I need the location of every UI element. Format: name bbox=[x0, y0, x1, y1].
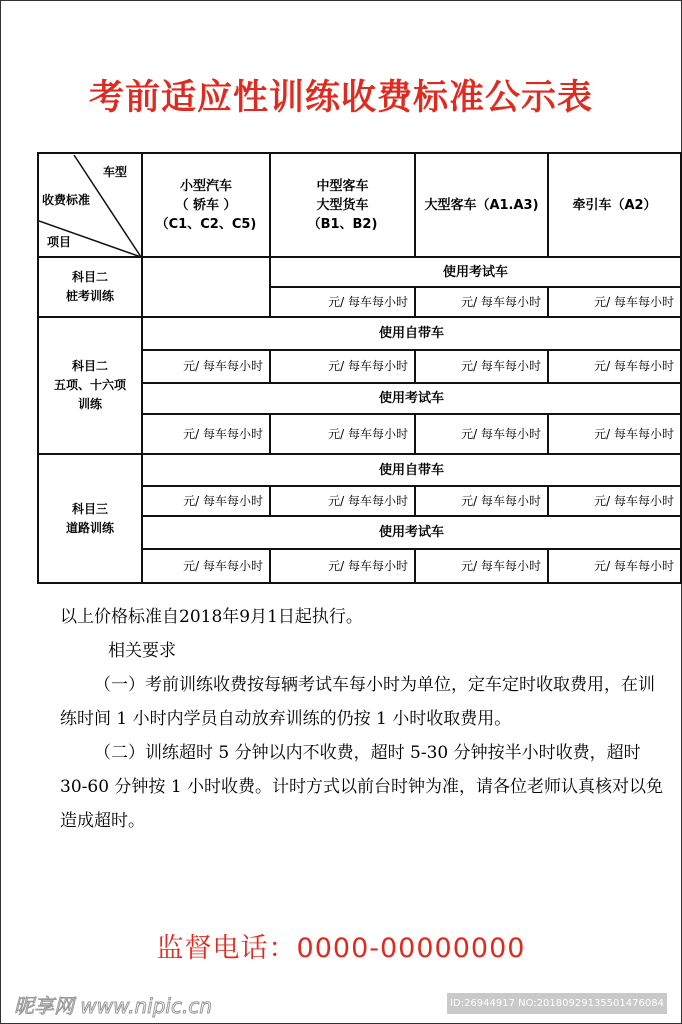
price-cell: 元/ 每车每小时 bbox=[270, 414, 415, 454]
price-cell: 元/ 每车每小时 bbox=[142, 350, 270, 383]
requirements-heading: 相关要求 bbox=[108, 641, 176, 661]
price-cell: 元/ 每车每小时 bbox=[415, 549, 548, 583]
price-cell: 元/ 每车每小时 bbox=[415, 486, 548, 516]
price-cell: 元/ 每车每小时 bbox=[270, 549, 415, 583]
requirement-2: （二）训练超时 5 分钟以内不收费，超时 5-30 分钟按半小时收费，超时 30-60 分钟按 1 小时收费。计时方式以前台时钟为准，请各位老师认真核对以免造成超时。 bbox=[60, 743, 664, 831]
price-cell: 元/ 每车每小时 bbox=[270, 350, 415, 383]
price-cell: 元/ 每车每小时 bbox=[270, 486, 415, 516]
price-cell: 元/ 每车每小时 bbox=[142, 486, 270, 516]
section-label: 科目二 五项、十六项 训练 bbox=[38, 317, 142, 454]
column-header: 中型客车 大型货车 （B1、B2) bbox=[270, 153, 415, 257]
notes bbox=[60, 600, 670, 838]
price-cell: 元/ 每车每小时 bbox=[142, 549, 270, 583]
page-title: 考前适应性训练收费标准公示表 bbox=[88, 77, 593, 118]
price-cell: 元/ 每车每小时 bbox=[548, 350, 681, 383]
fee-table bbox=[37, 152, 682, 584]
group-header: 使用考试车 bbox=[142, 383, 681, 414]
column-header: 大型客车（A1.A3) bbox=[415, 153, 548, 257]
price-cell: 元/ 每车每小时 bbox=[548, 486, 681, 516]
group-header: 使用自带车 bbox=[142, 454, 681, 486]
price-cell: 元/ 每车每小时 bbox=[415, 414, 548, 454]
section-label: 科目二 桩考训练 bbox=[38, 257, 142, 317]
section-label: 科目三 道路训练 bbox=[38, 454, 142, 583]
requirement-1: （一）考前训练收费按每辆考试车每小时为单位，定车定时收取费用，在训练时间 1 小时内学员自动放弃训练的仍按 1 小时收取费用。 bbox=[60, 675, 655, 729]
price-cell: 元/ 每车每小时 bbox=[548, 287, 681, 317]
corner-header-cell bbox=[38, 153, 142, 257]
effective-date-note: 以上价格标准自2018年9月1日起执行。 bbox=[60, 607, 363, 627]
price-cell: 元/ 每车每小时 bbox=[142, 414, 270, 454]
column-header: 小型汽车 （ 轿车 ） （C1、C2、C5) bbox=[142, 153, 270, 257]
price-cell: 元/ 每车每小时 bbox=[415, 350, 548, 383]
image-id-badge: ID:26944917 NO:20180929135501476084 bbox=[447, 993, 667, 1014]
supervision-hotline: 监督电话：0000-00000000 bbox=[156, 933, 526, 964]
group-header: 使用考试车 bbox=[142, 516, 681, 549]
corner-item-label: 项目 bbox=[47, 235, 72, 249]
corner-vehicle-label: 车型 bbox=[103, 165, 128, 179]
price-cell: 元/ 每车每小时 bbox=[415, 287, 548, 317]
empty-cell bbox=[142, 257, 270, 317]
column-header: 牵引车（A2） bbox=[548, 153, 681, 257]
group-header: 使用考试车 bbox=[270, 257, 681, 287]
price-cell: 元/ 每车每小时 bbox=[270, 287, 415, 317]
price-cell: 元/ 每车每小时 bbox=[548, 414, 681, 454]
watermark-logo: 昵享网 www.nipic.cn bbox=[14, 994, 213, 1018]
price-cell: 元/ 每车每小时 bbox=[548, 549, 681, 583]
group-header: 使用自带车 bbox=[142, 317, 681, 350]
corner-fee-label: 收费标准 bbox=[42, 193, 91, 207]
